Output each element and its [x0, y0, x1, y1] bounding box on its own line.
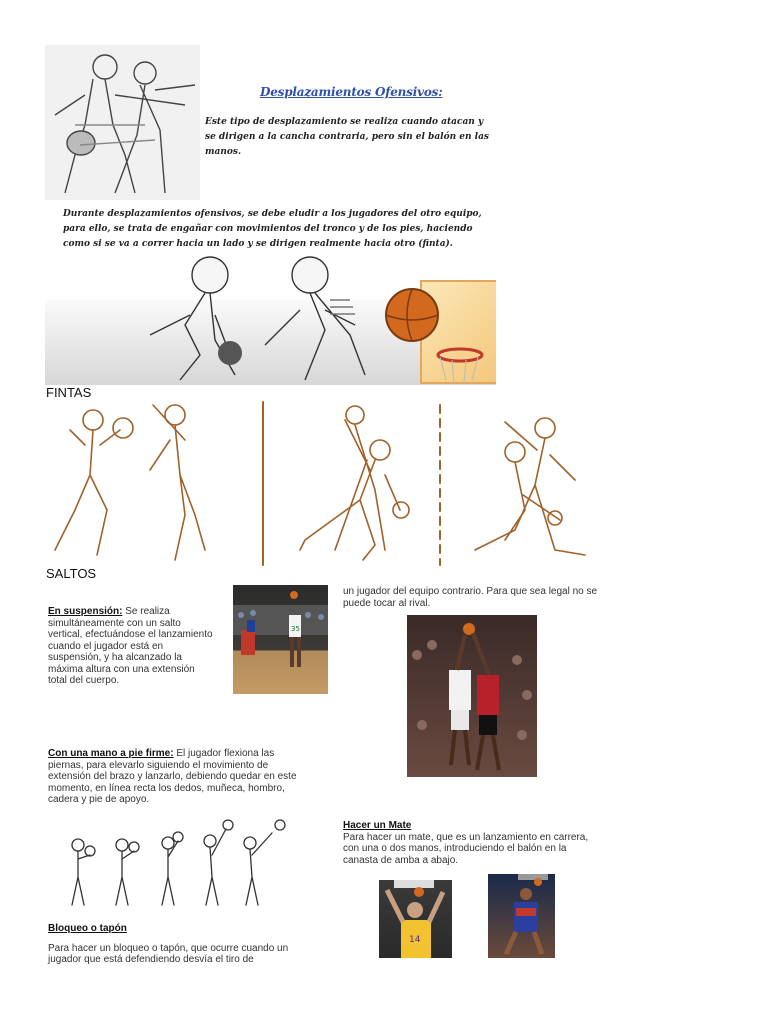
mate-body: Para hacer un mate, que es un lanzamiento en carrera, con una o dos manos, introduciendo el balón en la canasta de amba a abajo.: [343, 831, 589, 866]
suspension-heading: En suspensión:: [48, 606, 123, 617]
banner-title: Desplazamientos Ofensivos:: [260, 85, 443, 99]
banner-illustration: [45, 45, 496, 385]
banner-paragraph-2: Durante desplazamientos ofensivos, se debe eludir a los jugadores del otro equipo, para ello, se trata de engañar con movimientos del tronco y de los pies, haciendo como si se va a correr hacia un lado y se dirigen realmente hacia otro (finta).: [63, 209, 482, 249]
dunk-photo-2: [488, 874, 555, 958]
bloqueo-section: [48, 923, 308, 966]
bloqueo-body: Para hacer un bloqueo o tapón, que ocurre cuando un jugador que está defendiendo desvía el tiro de: [48, 942, 289, 965]
una-mano-text: [48, 748, 308, 806]
fintas-illustrations: [45, 400, 605, 568]
una-mano-body: El jugador flexiona las piernas, para elevarlo siguiendo el movimiento de extensión del brazo y lanzarlo, debiendo quedar en este momento, en línea recta los dedos, muñeca, hombro, cadera y pie de apoyo.: [48, 748, 297, 805]
dribble-sketch: [105, 245, 405, 385]
jump-shot-photo: [233, 585, 328, 694]
mate-section: [343, 820, 593, 866]
suspension-text: [48, 606, 216, 687]
mate-heading: Hacer un Mate: [343, 820, 412, 831]
bloqueo-heading: Bloqueo o tapón: [48, 923, 127, 934]
bloqueo-continuation: un jugador del equipo contrario. Para que sea legal no se puede tocar al rival.: [343, 586, 598, 609]
banner-paragraph-1: Este tipo de desplazamiento se realiza cuando atacan y se dirigen a la cancha contraria, pero sin el balón en las manos.: [205, 117, 489, 157]
section-saltos: SALTOS: [46, 566, 97, 581]
jersey-number: 35: [291, 625, 300, 633]
block-photo: [407, 615, 537, 777]
suspension-body: Se realiza simultáneamente con un salto vertical, efectuándose el lanzamiento cuando el jugador está en suspensión, y ha alcanzado la máxima altura con una extensión total del cuerpo.: [48, 606, 213, 686]
una-mano-heading: Con una mano a pie firme:: [48, 748, 174, 759]
shooting-sequence: [60, 815, 300, 910]
jersey-text: 14: [409, 935, 421, 945]
dunk-photo-1: [379, 880, 452, 958]
defense-sketch: [45, 45, 200, 200]
hoop-and-ball: [380, 285, 490, 385]
section-fintas: FINTAS: [46, 385, 92, 400]
